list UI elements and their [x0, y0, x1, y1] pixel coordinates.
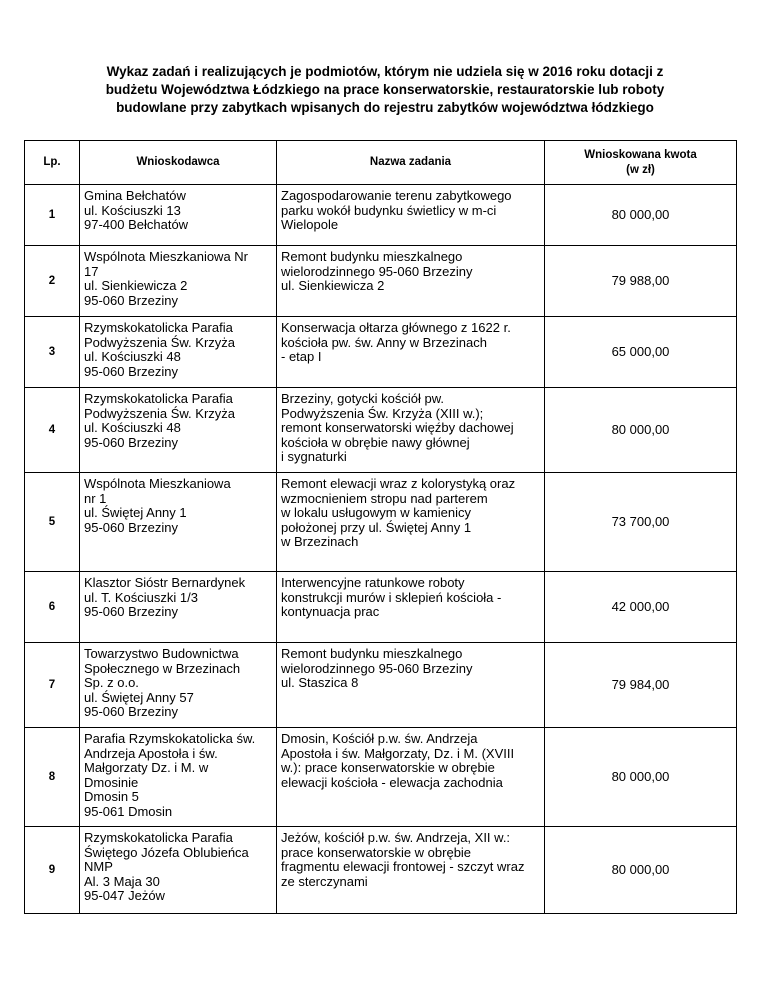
table-row: [25, 643, 737, 728]
row-number: 7: [25, 643, 80, 728]
applications-table: [24, 140, 737, 914]
amount-cell: 42 000,00: [545, 572, 737, 643]
table-row: [25, 473, 737, 572]
applicant-cell: Towarzystwo Budownictwa Społecznego w Brzezinach Sp. z o.o. ul. Świętej Anny 57 95-060 Brzeziny: [80, 643, 277, 728]
task-name-cell: Dmosin, Kościół p.w. św. Andrzeja Apostoła i św. Małgorzaty, Dz. i M. (XVIII w.): prace konserwatorskie w obrębie elewacji kościoła - elewacja zachodnia: [277, 728, 545, 827]
row-number: 4: [25, 388, 80, 473]
row-number: 8: [25, 728, 80, 827]
table-row: [25, 185, 737, 246]
amount-cell: 80 000,00: [545, 827, 737, 914]
amount-cell: 79 984,00: [545, 643, 737, 728]
applicant-cell: Rzymskokatolicka Parafia Podwyższenia Św. Krzyża ul. Kościuszki 48 95-060 Brzeziny: [80, 388, 277, 473]
applicant-cell: Rzymskokatolicka Parafia Podwyższenia Św. Krzyża ul. Kościuszki 48 95-060 Brzeziny: [80, 317, 277, 388]
table-row: [25, 572, 737, 643]
task-name-cell: Remont elewacji wraz z kolorystyką oraz wzmocnieniem stropu nad parterem w lokalu usługowym w kamienicy położonej przy ul. Świętej Anny 1 w Brzezinach: [277, 473, 545, 572]
amount-cell: 79 988,00: [545, 246, 737, 317]
document-title: Wykaz zadań i realizujących je podmiotów, którym nie udziela się w 2016 roku dotacji z budżetu Województwa Łódzkiego na prace konserwatorskie, restauratorskie lub roboty budowlane przy zabytkach wpisanych do rejestru zabytków województwa łódzkiego: [105, 64, 665, 115]
row-number: 3: [25, 317, 80, 388]
table-header-row: [25, 141, 737, 185]
table-row: [25, 317, 737, 388]
amount-cell: 80 000,00: [545, 728, 737, 827]
row-number: 6: [25, 572, 80, 643]
amount-cell: 65 000,00: [545, 317, 737, 388]
row-number: 2: [25, 246, 80, 317]
task-name-cell: Zagospodarowanie terenu zabytkowego parku wokół budynku świetlicy w m-ci Wielopole: [277, 185, 545, 246]
applicant-cell: Wspólnota Mieszkaniowa nr 1 ul. Świętej Anny 1 95-060 Brzeziny: [80, 473, 277, 572]
row-number: 9: [25, 827, 80, 914]
table-row: [25, 388, 737, 473]
task-name-cell: Remont budynku mieszkalnego wielorodzinnego 95-060 Brzeziny ul. Staszica 8: [277, 643, 545, 728]
row-number: 1: [25, 185, 80, 246]
header-applicant: Wnioskodawca: [80, 141, 277, 185]
applicant-cell: Wspólnota Mieszkaniowa Nr 17 ul. Sienkiewicza 2 95-060 Brzeziny: [80, 246, 277, 317]
header-lp: Lp.: [25, 141, 80, 185]
task-name-cell: Remont budynku mieszkalnego wielorodzinnego 95-060 Brzeziny ul. Sienkiewicza 2: [277, 246, 545, 317]
table-row: [25, 827, 737, 914]
applicant-cell: Gmina Bełchatów ul. Kościuszki 13 97-400 Bełchatów: [80, 185, 277, 246]
header-amount: Wnioskowana kwota (w zł): [545, 141, 737, 185]
amount-cell: 73 700,00: [545, 473, 737, 572]
amount-cell: 80 000,00: [545, 185, 737, 246]
header-task: Nazwa zadania: [277, 141, 545, 185]
amount-cell: 80 000,00: [545, 388, 737, 473]
row-number: 5: [25, 473, 80, 572]
task-name-cell: Jeżów, kościół p.w. św. Andrzeja, XII w.: prace konserwatorskie w obrębie fragmentu elewacji frontowej - szczyt wraz ze sterczynami: [277, 827, 545, 914]
applicant-cell: Rzymskokatolicka Parafia Świętego Józefa Oblubieńca NMP Al. 3 Maja 30 95-047 Jeżów: [80, 827, 277, 914]
task-name-cell: Interwencyjne ratunkowe roboty konstrukcji murów i sklepień kościoła - kontynuacja prac: [277, 572, 545, 643]
table-row: [25, 246, 737, 317]
applicant-cell: Parafia Rzymskokatolicka św. Andrzeja Apostoła i św. Małgorzaty Dz. i M. w Dmosinie Dmosin 5 95-061 Dmosin: [80, 728, 277, 827]
task-name-cell: Konserwacja ołtarza głównego z 1622 r. kościoła pw. św. Anny w Brzezinach - etap I: [277, 317, 545, 388]
applicant-cell: Klasztor Sióstr Bernardynek ul. T. Kościuszki 1/3 95-060 Brzeziny: [80, 572, 277, 643]
task-name-cell: Brzeziny, gotycki kościół pw. Podwyższenia Św. Krzyża (XIII w.); remont konserwatorski więźby dachowej kościoła w obrębie nawy głównej i sygnaturki: [277, 388, 545, 473]
table-row: [25, 728, 737, 827]
